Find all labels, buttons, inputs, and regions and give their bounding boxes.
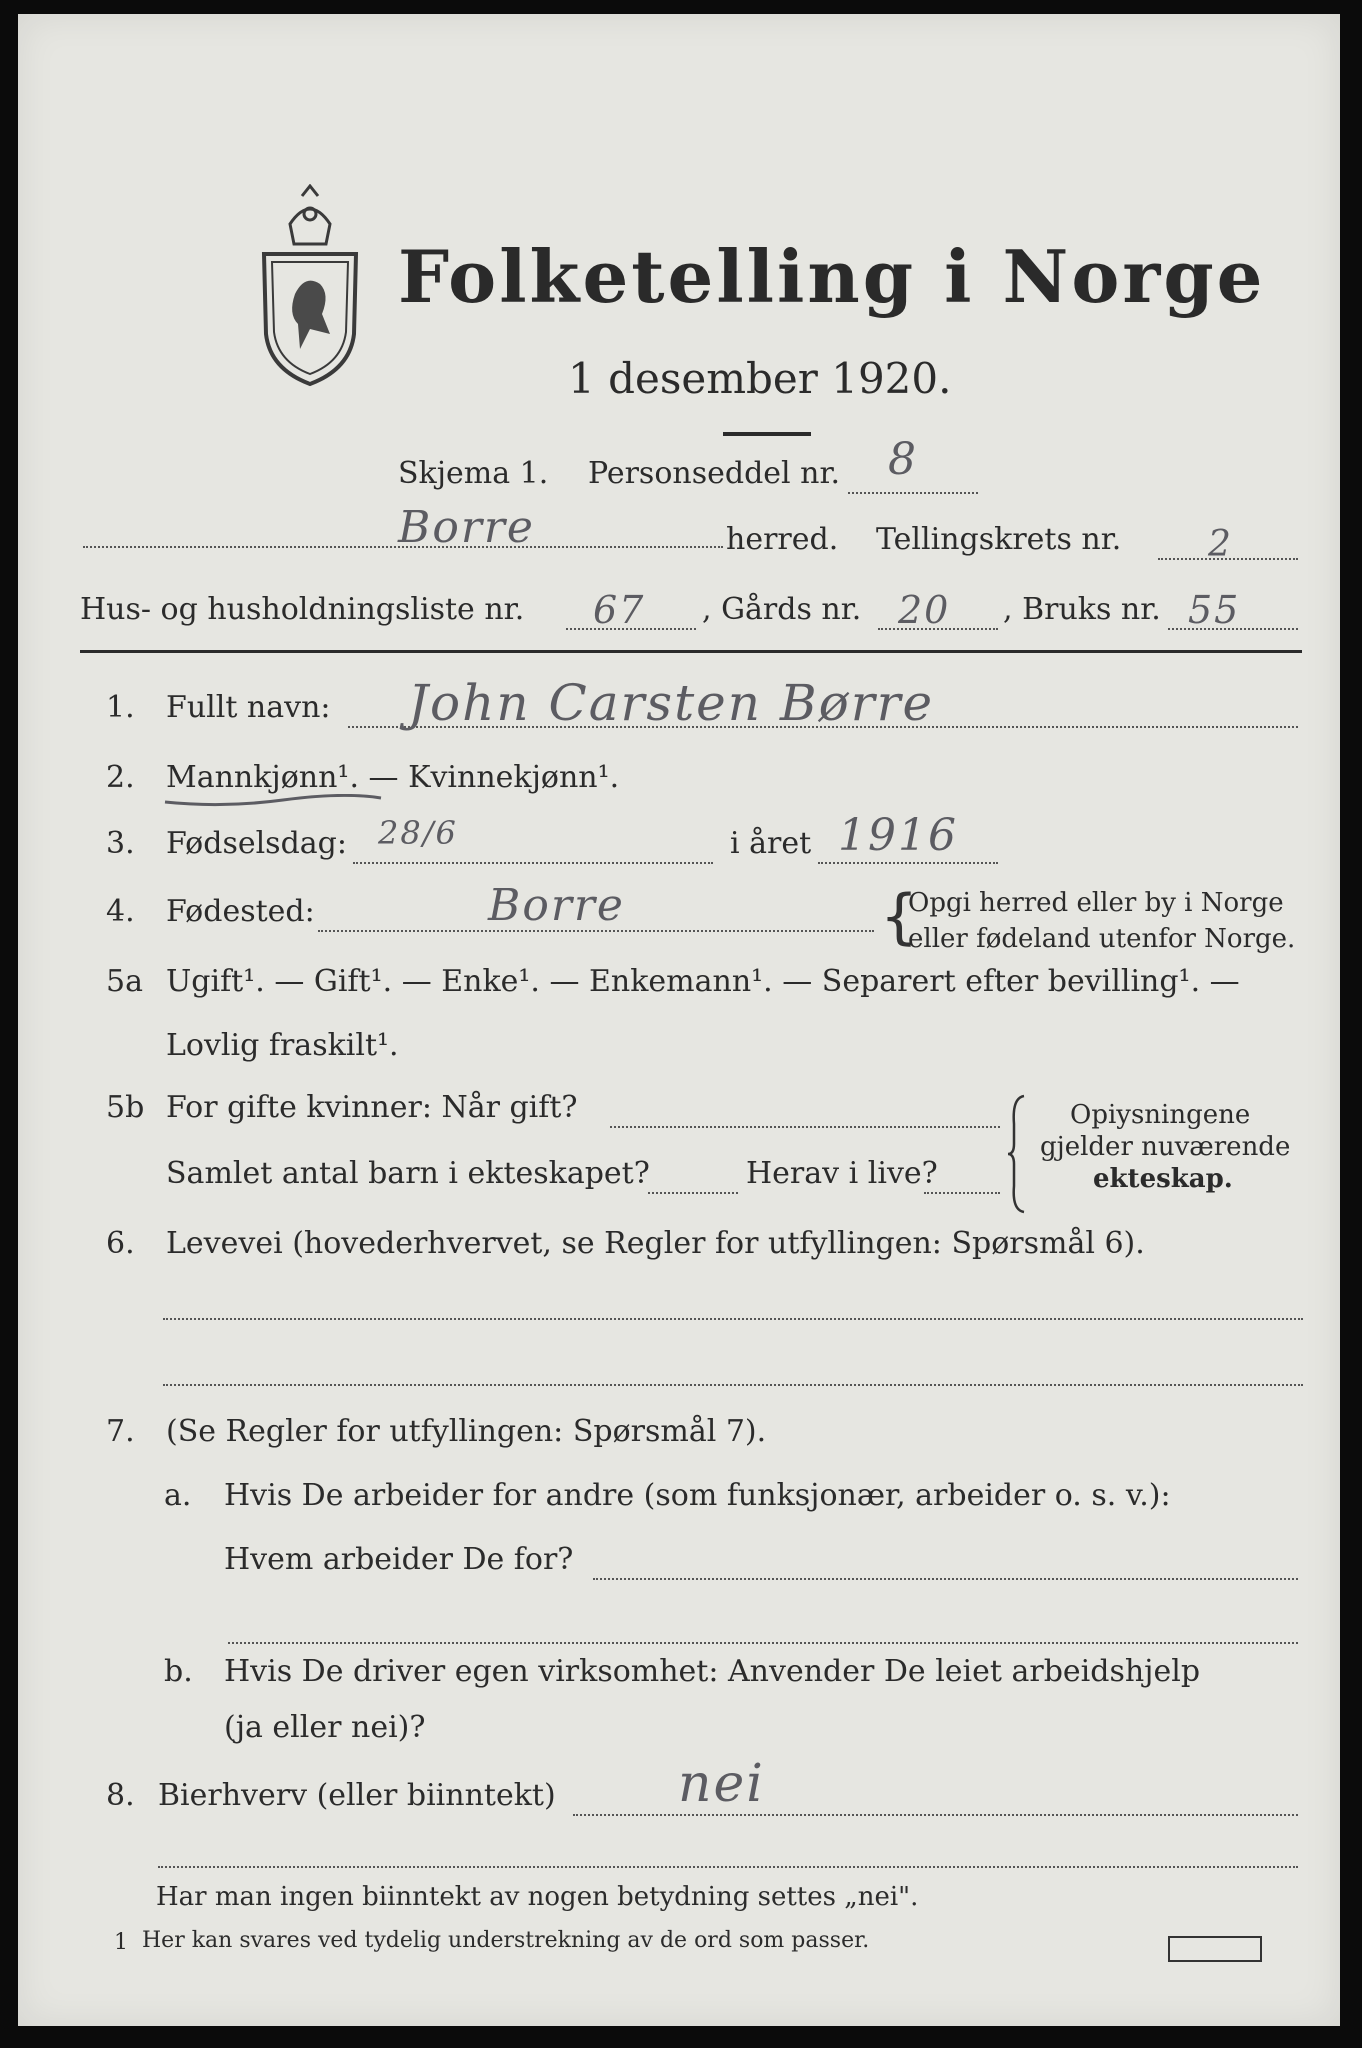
q8-line-1[interactable] — [573, 1814, 1298, 1816]
form-title: Folketelling i Norge — [398, 234, 1266, 319]
personseddel-label: Personseddel nr. — [588, 456, 841, 491]
q5b-alive-line — [924, 1192, 1000, 1194]
printer-stamp — [1168, 1936, 1262, 1962]
q5b-label-3: Herav i live? — [746, 1156, 938, 1191]
mannkjonn-underline-mark — [163, 794, 383, 810]
personseddel-value[interactable]: 8 — [888, 434, 918, 485]
q4-brace: { — [880, 882, 919, 952]
q7a-letter: a. — [164, 1478, 192, 1513]
q5b-number: 5b — [106, 1090, 145, 1125]
q1-number: 1. — [106, 690, 135, 725]
q5a-label[interactable]: Ugift¹. — Gift¹. — Enke¹. — Enkemann¹. — Separert efter bevilling¹. — — [166, 964, 1240, 999]
q7a-label-2: Hvem arbeider De for? — [224, 1542, 574, 1577]
title-divider — [723, 432, 811, 436]
skjema-label: Skjema 1. — [398, 456, 549, 491]
q3-year-label: i året — [730, 826, 812, 861]
q4-note-1: Opgi herred eller by i Norge — [908, 888, 1284, 918]
q7b-letter: b. — [164, 1654, 193, 1689]
bruks-label: , Bruks nr. — [1003, 592, 1161, 627]
q2-number: 2. — [106, 760, 135, 795]
herred-value[interactable]: Borre — [398, 502, 535, 553]
q4-value[interactable]: Borre — [488, 880, 625, 931]
q5a-number: 5a — [106, 964, 143, 999]
q8-label: Bierhverv (eller biinntekt) — [158, 1778, 556, 1813]
q4-label: Fødested: — [166, 894, 315, 929]
bruks-value[interactable]: 55 — [1188, 588, 1241, 632]
q7b-label: Hvis De driver egen virksomhet: Anvender De leiet arbeidshjelp — [224, 1654, 1201, 1689]
q5a-label-2[interactable]: Lovlig fraskilt¹. — [166, 1028, 399, 1063]
q3-day-value[interactable]: 28/6 — [378, 814, 458, 852]
footnote: Her kan svares ved tydelig understrekning av de ord som passer. — [142, 1928, 870, 1953]
q3-year-line — [818, 862, 998, 864]
q2-label[interactable]: Mannkjønn¹. — Kvinnekjønn¹. — [166, 760, 620, 795]
q8-line-2[interactable] — [158, 1866, 1298, 1868]
q5b-label: For gifte kvinner: Når gift? — [166, 1090, 578, 1125]
tellingskrets-value[interactable]: 2 — [1208, 524, 1233, 565]
q4-number: 4. — [106, 894, 135, 929]
header-divider — [80, 650, 1302, 653]
footnote-mark: 1 — [114, 1930, 128, 1955]
q6-line-2[interactable] — [163, 1384, 1303, 1386]
herred-label: herred. — [726, 522, 839, 557]
tellingskrets-label: Tellingskrets nr. — [876, 522, 1122, 557]
hus-label: Hus- og husholdningsliste nr. — [80, 592, 525, 627]
gards-label: , Gårds nr. — [702, 592, 862, 627]
q5b-when-line — [610, 1126, 1000, 1128]
q5b-label-2: Samlet antal barn i ekteskapet? — [166, 1156, 650, 1191]
q3-year-value[interactable]: 1916 — [838, 810, 958, 861]
norwegian-coat-of-arms-icon — [250, 184, 370, 394]
form-date: 1 desember 1920. — [568, 354, 952, 403]
q7-number: 7. — [106, 1414, 135, 1449]
hus-value[interactable]: 67 — [593, 588, 646, 632]
footer-note: Har man ingen biinntekt av nogen betydning settes „nei". — [156, 1882, 919, 1912]
q7b-label-2: (ja eller nei)? — [224, 1710, 426, 1745]
q1-label: Fullt navn: — [166, 690, 331, 725]
q5b-children-line — [648, 1192, 738, 1194]
q5b-brace — [1006, 1094, 1030, 1214]
q3-number: 3. — [106, 826, 135, 861]
q1-value[interactable]: John Carsten Børre — [408, 674, 935, 732]
q3-label: Fødselsdag: — [166, 826, 347, 861]
personseddel-line — [848, 492, 978, 494]
gards-value[interactable]: 20 — [898, 588, 951, 632]
q7a-line-1[interactable] — [593, 1578, 1298, 1580]
q7a-label: Hvis De arbeider for andre (som funksjonær, arbeider o. s. v.): — [224, 1478, 1171, 1513]
q5b-note-1: Opiysningene — [1070, 1100, 1251, 1130]
q7-label: (Se Regler for utfyllingen: Spørsmål 7). — [166, 1414, 767, 1449]
q5b-note-3: ekteskap. — [1093, 1164, 1233, 1194]
census-form-sheet — [18, 14, 1340, 2026]
q7a-line-2[interactable] — [228, 1642, 1298, 1644]
q6-number: 6. — [106, 1226, 135, 1261]
q6-label: Levevei (hovederhvervet, se Regler for utfyllingen: Spørsmål 6). — [166, 1226, 1145, 1261]
q6-line-1[interactable] — [163, 1318, 1303, 1320]
q8-number: 8. — [106, 1778, 135, 1813]
q3-day-line — [353, 862, 713, 864]
q5b-note-2: gjelder nuværende — [1040, 1132, 1291, 1162]
q8-value[interactable]: nei — [678, 1754, 765, 1814]
q4-note-2: eller fødeland utenfor Norge. — [908, 924, 1296, 954]
